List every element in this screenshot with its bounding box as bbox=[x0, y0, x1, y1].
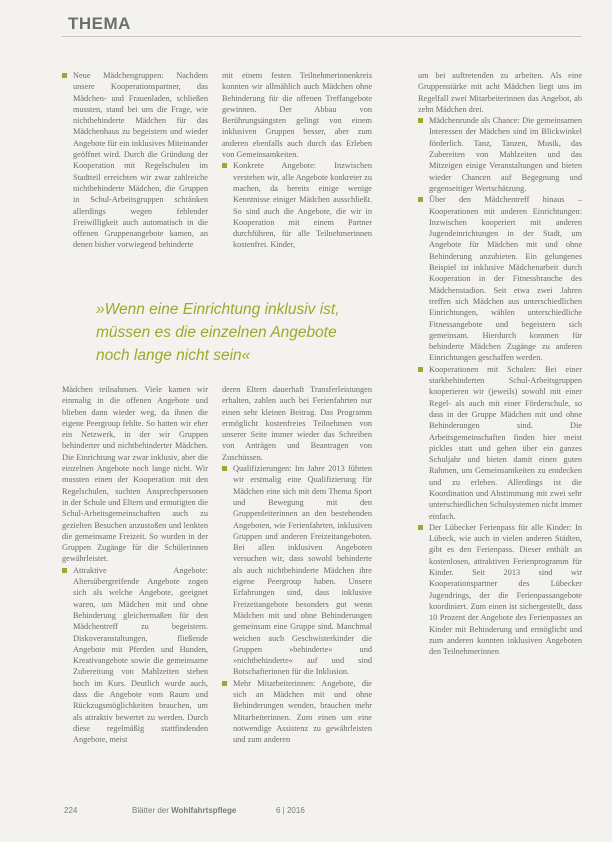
column-2-bottom bbox=[222, 384, 372, 796]
paragraph: um bei auftretenden zu arbeiten. Als eine Gruppenstärke mit acht Mädchen liegt uns im Regelfall zwei Mitarbeiterinnen das Angebot, ab zehn Mädchen drei. bbox=[418, 71, 582, 114]
paragraph: Der Lübecker Ferienpass für alle Kinder: In Lübeck, wie auch in vielen anderen Städten, gibt es den Ferienpass. Dieser enthält an kostenlosen, attraktiven Ferienprogramm für Kinder. Seit 2013 sind wir Kooperationspartner des Lübecker Jugendrings, der die Ferienpassangebote koordiniert. Zum einen ist sichergestellt, dass 10 Prozent der Angebote des Ferienpasses an Kinder mit Behinderung und ermöglicht und zum anderen konnten inklusiven Angeboten den Teilnehmerinnen bbox=[418, 522, 582, 658]
paragraph: Mehr Mitarbeiterinnen: Angebote, die sich an Mädchen mit und ohne Behinderungen wenden, brauchen mehr Mitarbeiterinnen. Zum einen um eine notwendige Assistenz zu gewährleisten und zum anderen bbox=[222, 678, 372, 746]
section-header bbox=[62, 12, 582, 37]
quote-line: noch lange nicht sein« bbox=[96, 347, 251, 364]
paragraph: Kooperationen mit Schulen: Bei einer starkbehinderten Schul-Arbeitsgruppen kooperieren wir (jeweils) sowohl mit einer Regel- als auch mit einer Förderschule, so dass in der Gruppe Mädchen mit und ohne Behinderungen sind. Die Arbeitsgemeinschaften finden hier meist pickles statt und gehen über ein ganzes Schuljahr und bieten damit einen guten Rahmen, um Gemeinsamkeiten zu entdecken und zu erleben. Allerdings ist die Koordination und Abstimmung mit zwei sehr unterschiedlichen Schulsystemen nicht immer einfach. bbox=[418, 364, 582, 522]
column-3 bbox=[418, 70, 582, 796]
quote-line: »Wenn eine Einrichtung inklusiv ist, bbox=[96, 301, 340, 318]
magazine-prefix: Blätter der bbox=[132, 806, 169, 815]
paragraph: Mädchen teilnahmen. Viele kamen wir einmalig in die offenen Angebote und blieben dann wieder weg, da ihnen die eigene Peergroup fehlte. So hatten wir eher ein Netzwerk, in der wir Gruppen behinderter und nichtbehinderter Mädchen. Die Einrichtung war zwar inklusiv, aber die einzelnen Angebote noch lange nicht. Wir mussten einen der Kooperation mit den Regelschulen, suchten Ansprechpersonen in der Schule und Eltern und ermutigten die Schul-Arbeitsgemeinschaften auch zu gezielten Besuchen anzustoßen und lenkten die gemeinsame Freizeit. So wurden in der Gruppen Zugänge für die Schülerinnen gewährleistet. bbox=[62, 385, 208, 564]
column-1-bottom bbox=[62, 384, 208, 796]
paragraph: Qualifizierungen: Im Jahre 2013 führten wir erstmalig eine Qualifizierung für Mädchen eine sich mit dem Thema Sport und Bewegung mit den Gruppenleiterinnen an den bestehenden Angeboten, wie Ferienfahrten, inklusiven Gruppen und anderen Freizeitangeboten. Bei allen inklusiven Angeboten versuchen wir, dass sowohl behinderte als auch nichtbehinderte Mädchen ihre eigene Peergroup haben. Unsere Erfahrungen sind, dass inklusive Freizeitangebote besonders gut wenn Mädchen mit und ohne Behinderungen gemeinsam eine Gruppe sind. Manchmal weichen auch Geschwisterkinder die Gruppen »behinderte« und »nichtbehinderte« auf und sind Botschafterinnen für die Inklusion. bbox=[222, 463, 372, 678]
paragraph: Attraktive Angebote: Altersübergreifende Angebote zogen sich als welche Angebote, geeignet waren, um Mädchen mit und ohne Behinderung gleichermaßen für den Mädchentreff zu begeistern. Diskoveranstaltungen, fließende Angebote mit Pferden und Hunden, Kreativangebote sowie die gemeinsame Zubereitung von Mahlzeiten stehen hoch im Kurs. Deutlich wurde auch, dass die Angebote vom Raum und Rückzugsmöglichkeiten brauchen, um als attraktiv bewertet zu werden. Durch diese regelmäßig stattfindenden Angebote, meist bbox=[62, 565, 208, 746]
pull-quote bbox=[96, 298, 396, 367]
magazine-bold: Wohlfahrtspflege bbox=[171, 806, 237, 815]
paragraph: Neue Mädchengruppen: Nachdem unsere Kooperationspartner, das Mädchen- und Frauenladen, schließen mussten, stand bei uns die Frage, wie nichtbehinderte Mädchen für das Mädchenhaus zu begeistern und wieder Angebote für ein inklusives Miteinander geöffnet wird. Durch die Gründung der Kooperation mit Regelschulen im Stadtteil erreichten wir zwar zahlreiche nichtbehinderte Mädchen, die Gruppen in Schul-Arbeitsgruppen schränken allerdings wegen fehlender Freiwilligkeit auch automatisch in die offenen Gruppenangebote kamen, an denen bisher vorwiegend behinderte bbox=[62, 70, 208, 251]
section-title: THEMA bbox=[68, 14, 131, 33]
column-1-top bbox=[62, 70, 208, 284]
paragraph: Über den Mädchentreff hinaus – Kooperationen mit anderen Einrichtungen: Inzwischen kooperiert mit anderen Jugendeinrichtungen in der Stadt, um Angebote für Mädchen mit und ohne Behinderung anzubieten. Ein gelungenes Beispiel ist inklusive Mädchenarbeit durch Kooperation in der Fitnessbranche des Mädchenstadion. Seit etwa zwei Jahren treffen sich Mädchen aus unterschiedlichen Einrichtungen, wählen unterschiedliche Fitnessangebote und begeistern sich gemeinsam. Hierdurch kommen für behinderte Mädchen Zugänge zu anderen Einrichtungen geschaffen werden. bbox=[418, 194, 582, 363]
paragraph: mit einem festen Teilnehmerinnenkreis konnten wir allmählich auch Mädchen ohne Behinderung für die offenen Treffangebote gewinnen. Der Abbau von Berührungsängsten gelingt von einem inklusiven Gruppen besser, aber zum anderen ebenfalls auch durch das Erleben von Gemeinsamkeiten. bbox=[222, 71, 372, 160]
column-2-top bbox=[222, 70, 372, 284]
paragraph: Mädchenrunde als Chance: Die gemeinsamen Interessen der Mädchen sind im Blickwinkel förderlich. Tanz, Tanzen, Musik, das Zubereiten von Mahlzeiten und das Mitzeigen einige Veranstaltungen und bieten wieder Chancen auf Begegnung und gegenseitiger Wertschätzung. bbox=[418, 115, 582, 194]
page-number: 224 bbox=[64, 806, 78, 815]
paragraph: Konkrete Angebote: Inzwischen verstehen wir, alle Angebote konkreter zu machen, da bereits einige wenige Kenntnisse einiger Mädchen ausschließt. So sind auch die Angebote, die wir in Kooperation mit einem Partner durchführen, für alle Teilnehmerinnen kostenfrei. Kinder, bbox=[222, 160, 372, 250]
quote-line: müssen es die einzelnen Angebote bbox=[96, 324, 337, 341]
magazine-name bbox=[132, 806, 236, 815]
paragraph: deren Eltern dauerhaft Transferleistungen erhalten, zahlen auch bei Ferienfahrten nur einen sehr kleinen Beitrag. Das Programm ermöglicht kostenfreies Teilnehmen von unserer Seite immer wieder das Schreiben von Anträgen und Beantragen von Zuschüssen. bbox=[222, 385, 372, 462]
issue-number: 6 | 2016 bbox=[276, 806, 305, 815]
